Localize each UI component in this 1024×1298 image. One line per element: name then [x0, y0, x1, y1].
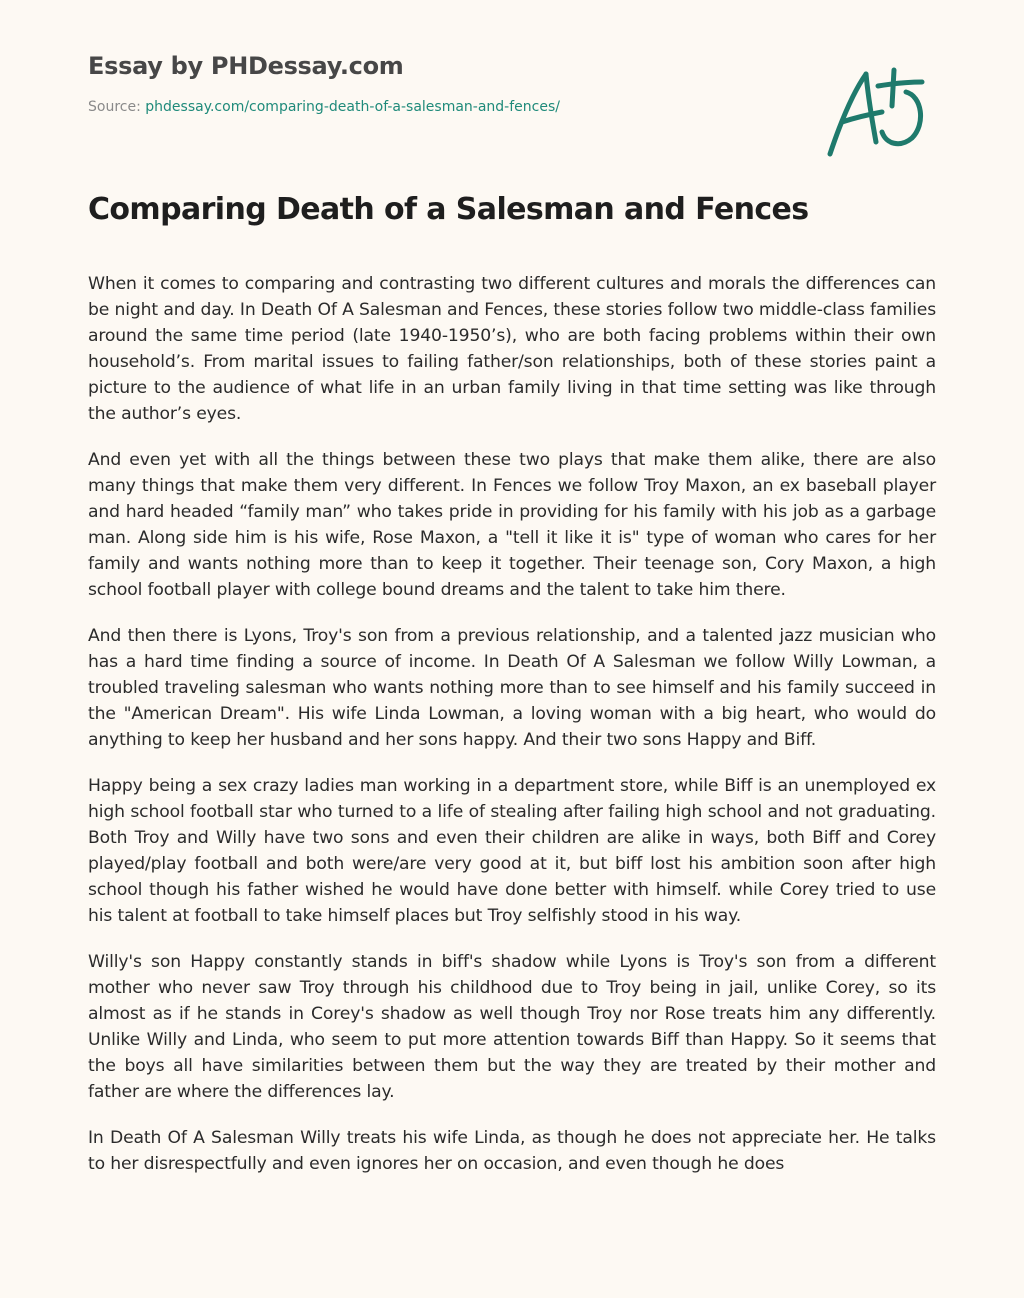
source-label: Source: — [88, 99, 146, 115]
site-title: Essay by PHDessay.com — [88, 52, 404, 80]
source-line — [88, 98, 936, 116]
essay-body — [88, 271, 936, 1197]
site-header — [88, 50, 936, 116]
essay-paragraph: Happy being a sex crazy ladies man working in a department store, while Biff is an unemployed ex high school football star who turned to a life of stealing after failing high school and not graduating. Both Troy and Willy have two sons and even their children are alike in ways, both Biff and Corey played/play football and both were/are very good at it, but biff lost his ambition soon after high school though his father wished he would have done better with himself. while Corey tried to use his talent at football to take himself places but Troy selfishly stood in his way. — [88, 776, 936, 926]
essay-paragraph: And then there is Lyons, Troy's son from a previous relationship, and a talented jazz musician who has a hard time finding a source of income. In Death Of A Salesman we follow Willy Lowman, a troubled traveling salesman who wants nothing more than to see himself and his family succeed in the "American Dream". His wife Linda Lowman, a loving woman with a big heart, who would do anything to keep her husband and her sons happy. And their two sons Happy and Biff. — [88, 626, 936, 750]
a-plus-grade-icon — [822, 62, 934, 162]
essay-paragraph: Willy's son Happy constantly stands in biff's shadow while Lyons is Troy's son from a different mother who never saw Troy through his childhood due to Troy being in jail, unlike Corey, so its almost as if he stands in Corey's shadow as well though Troy nor Rose treats him any differently. Unlike Willy and Linda, who seem to put more attention towards Biff than Happy. So it seems that the boys all have similarities between them but the way they are treated by their mother and father are where the differences lay. — [88, 952, 936, 1102]
essay-paragraph: In Death Of A Salesman Willy treats his wife Linda, as though he does not appreciate her. He talks to her disrespectfully and even ignores her on occasion, and even though he does — [88, 1128, 936, 1174]
source-link[interactable]: phdessay.com/comparing-death-of-a-salesman-and-fences/ — [145, 99, 560, 115]
a-plus-grade-svg — [822, 62, 934, 162]
essay-paragraph: When it comes to comparing and contrasting two different cultures and morals the differences can be night and day. In Death Of A Salesman and Fences, these stories follow two middle-class families around the same time period (late 1940-1950’s), who are both facing problems within their own household’s. From marital issues to failing father/son relationships, both of these stories paint a picture to the audience of what life in an urban family living in that time setting was like through the author’s eyes. — [88, 274, 936, 424]
essay-paragraph: And even yet with all the things between these two plays that make them alike, there are also many things that make them very different. In Fences we follow Troy Maxon, an ex baseball player and hard headed “family man” who takes pride in providing for his family with his job as a garbage man. Along side him is his wife, Rose Maxon, a "tell it like it is" type of woman who cares for her family and wants nothing more than to keep it together. Their teenage son, Cory Maxon, a high school football player with college bound dreams and the talent to take him there. — [88, 450, 936, 600]
page-title: Comparing Death of a Salesman and Fences — [88, 192, 809, 227]
